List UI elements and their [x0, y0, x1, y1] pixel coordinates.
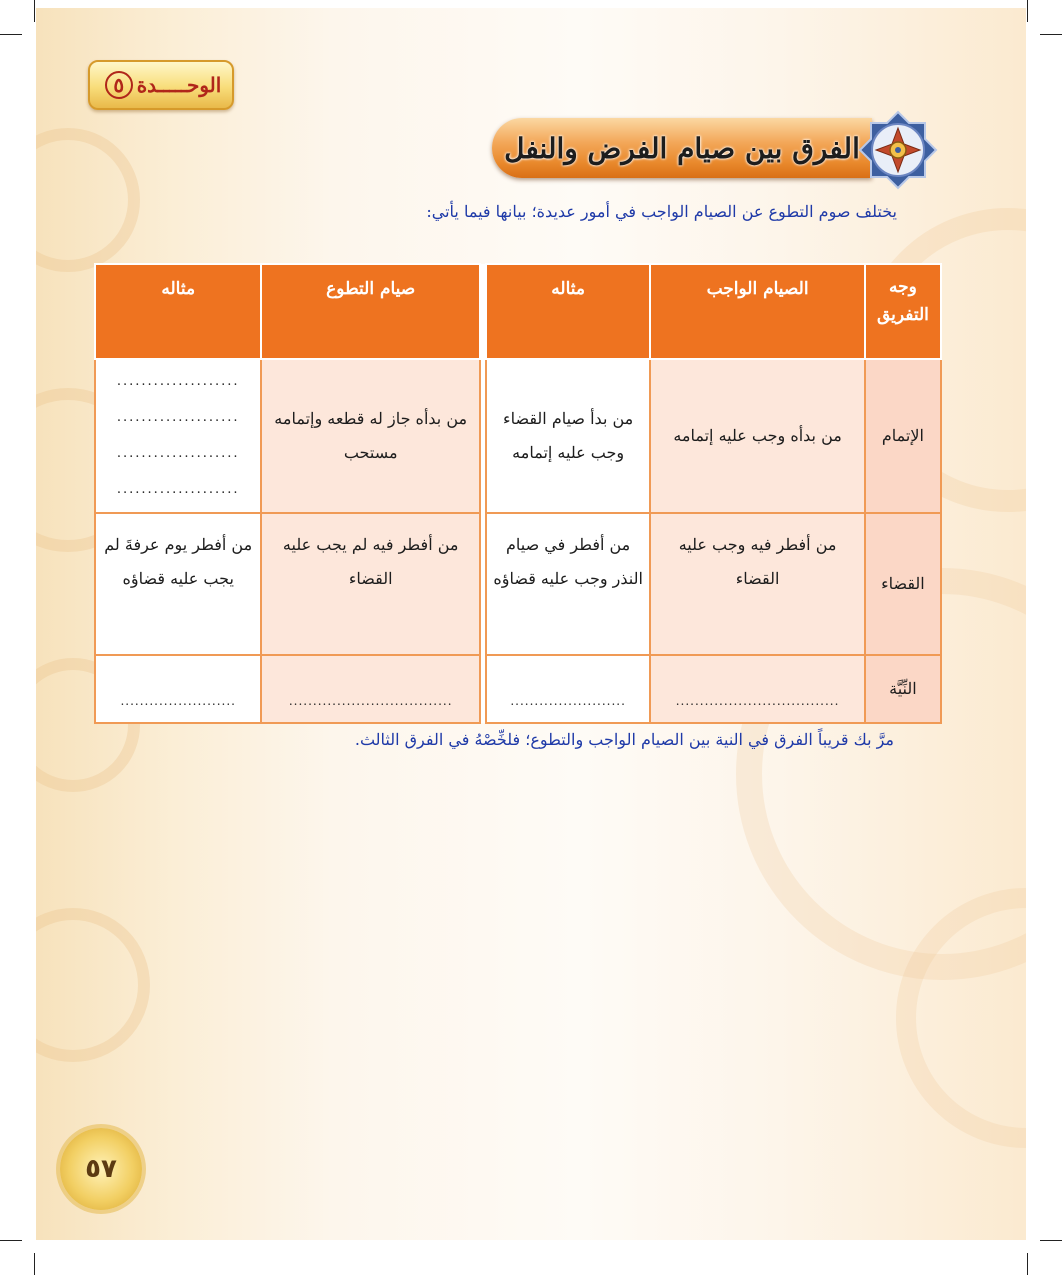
column-gap: [480, 513, 486, 655]
table-header-row: [95, 264, 941, 359]
aspect-cell: النِّيَّة: [865, 655, 941, 723]
obligatory-cell: من أفطر فيه وجب عليه القضاء: [650, 513, 865, 655]
column-gap: [480, 264, 486, 359]
voluntary-example-cell: من أفطر يوم عرفةَ لم يجب عليه قضاؤه: [95, 513, 261, 655]
intro-text: يختلف صوم التطوع عن الصيام الواجب في أمور عديدة؛ بيانها فيما يأتي:: [426, 202, 897, 221]
trim-mark: [1040, 1240, 1062, 1241]
column-gap: [480, 655, 486, 723]
unit-badge: [88, 60, 234, 110]
trim-mark: [1040, 34, 1062, 35]
note-text: مرَّ بك قريباً الفرق في النية بين الصيام الواجب والتطوع؛ فلخِّصْهُ في الفرق الثالث.: [354, 730, 894, 749]
aspect-cell: القضاء: [865, 513, 941, 655]
table-row: [95, 655, 941, 723]
obligatory-cell: من بدأه وجب عليه إتمامه: [650, 359, 865, 513]
trim-mark: [34, 0, 35, 22]
answer-blank[interactable]: ........................: [486, 655, 650, 723]
obligatory-example-cell: من بدأ صيام القضاء وجب عليه إتمامه: [486, 359, 650, 513]
unit-number: ٥: [105, 71, 133, 99]
header-obligatory: الصيام الواجب: [650, 264, 865, 359]
page-number: ٥٧: [85, 1154, 117, 1184]
trim-mark: [0, 34, 22, 35]
lesson-title: الفرق بين صيام الفرض والنفل: [504, 131, 860, 165]
page-number-badge: [60, 1128, 142, 1210]
header-voluntary: صيام التطوع: [261, 264, 480, 359]
trim-mark: [0, 1240, 22, 1241]
comparison-table: [94, 263, 942, 724]
trim-mark: [1027, 1253, 1028, 1275]
unit-label: الوحـــــدة: [136, 73, 222, 97]
ornament-swirl: [36, 908, 150, 1062]
trim-mark: [34, 1253, 35, 1275]
answer-blank[interactable]: ..................................: [261, 655, 480, 723]
aspect-cell: الإتمام: [865, 359, 941, 513]
obligatory-example-cell: من أفطر في صيام النذر وجب عليه قضاؤه: [486, 513, 650, 655]
header-obligatory-example: مثاله: [486, 264, 650, 359]
voluntary-cell: من أفطر فيه لم يجب عليه القضاء: [261, 513, 480, 655]
header-voluntary-example: مثاله: [95, 264, 261, 359]
column-gap: [480, 359, 486, 513]
table-row: [95, 513, 941, 655]
answer-blank[interactable]: .................... .................... .................... ....................: [95, 359, 261, 513]
answer-blank[interactable]: ..................................: [650, 655, 865, 723]
answer-blank[interactable]: ........................: [95, 655, 261, 723]
header-aspect: وجه التفريق: [865, 264, 941, 359]
ornament-swirl: [36, 128, 140, 272]
trim-mark: [1027, 0, 1028, 22]
table-row: [95, 359, 941, 513]
ornament-medallion-icon: [858, 110, 938, 190]
voluntary-cell: من بدأه جاز له قطعه وإتمامه مستحب: [261, 359, 480, 513]
lesson-title-banner: [492, 118, 872, 178]
